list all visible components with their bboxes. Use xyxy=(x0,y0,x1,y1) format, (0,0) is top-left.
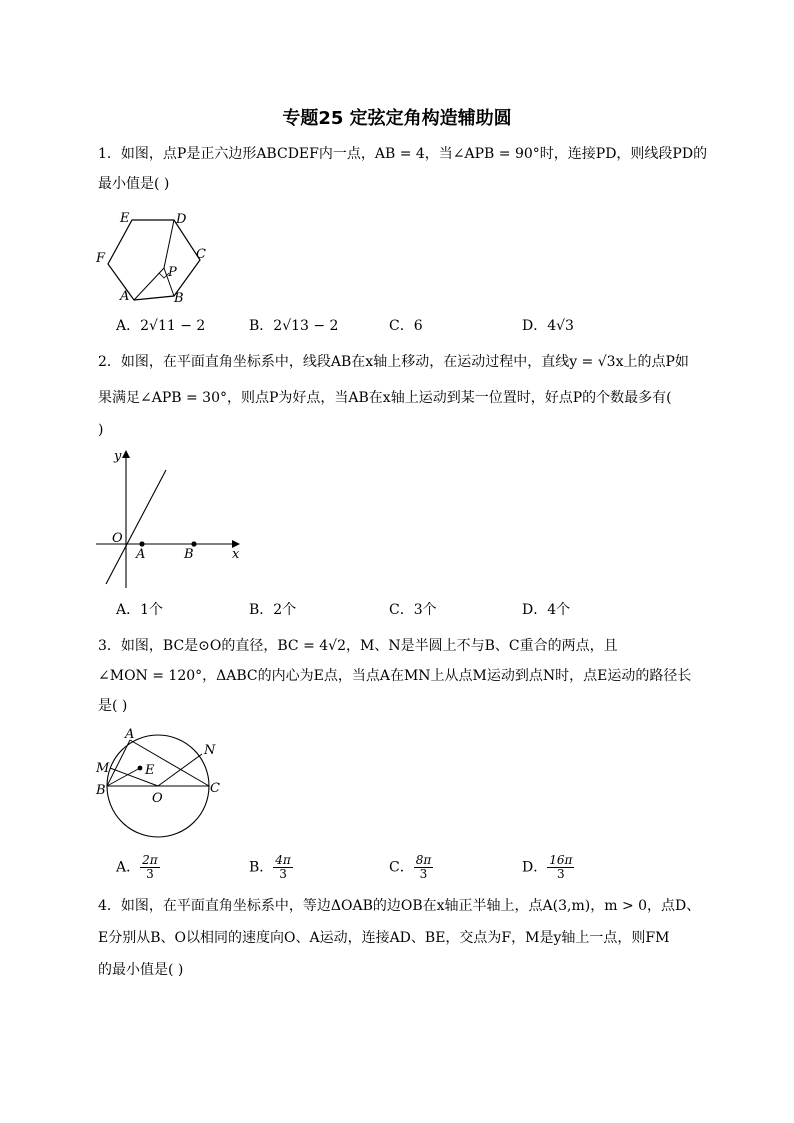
q3-label-n: N xyxy=(204,743,216,758)
q3-label-e: E xyxy=(145,763,155,778)
q3-label-b: B xyxy=(96,783,106,798)
q2-line-3: ) xyxy=(98,422,104,438)
q4-line-1: 4．如图，在平面直角坐标系中，等边ΔOAB的边OB在x轴正半轴上，点A(3,m)，m > 0，点D、 xyxy=(98,898,701,914)
q3-option-c-prefix: C． xyxy=(389,859,414,876)
q3-option-a-numerator: 2π xyxy=(142,853,158,867)
q3-option-d-numerator: 16π xyxy=(549,853,573,867)
q2-option-d[interactable]: D．4个 xyxy=(522,602,571,618)
q4-line-3: 的最小值是( ) xyxy=(98,962,184,978)
q3-line-3: 是( ) xyxy=(98,698,128,714)
q2-label-a: A xyxy=(136,547,146,562)
q1-option-b[interactable]: B．2√13 − 2 xyxy=(249,318,339,334)
q4-line-2: E分别从B、O以相同的速度向O、A运动，连接AD、BE，交点为F，M是y轴上一点，则FM xyxy=(98,930,670,946)
q3-label-m: M xyxy=(96,761,110,776)
q1-option-a[interactable]: A．2√11 − 2 xyxy=(116,318,206,334)
q2-option-a[interactable]: A．1个 xyxy=(116,602,164,618)
q1-label-p: P xyxy=(168,265,177,280)
q1-label-c: C xyxy=(196,247,206,262)
q2-line-1: 2．如图，在平面直角坐标系中，线段AB在x轴上移动，在运动过程中，直线y = √3x上的点P如 xyxy=(98,354,689,370)
q1-line-2: 最小值是( ) xyxy=(98,176,170,192)
q2-option-b[interactable]: B．2个 xyxy=(249,602,297,618)
q1-label-d: D xyxy=(176,212,187,227)
q2-line-2: 果满足∠APB = 30°，则点P为好点，当AB在x轴上运动到某一位置时，好点P的个数最多有( xyxy=(98,390,672,406)
q3-line-2: ∠MON = 120°，ΔABC的内心为E点，当点A在MN上从点M运动到点N时，点E运动的路径长 xyxy=(98,668,692,684)
q2-label-o: O xyxy=(112,531,123,546)
q3-option-a-prefix: A． xyxy=(116,859,141,876)
q1-hexagon-figure xyxy=(92,206,222,306)
q3-label-c: C xyxy=(210,781,220,796)
q2-label-x: x xyxy=(232,547,240,562)
q1-label-e: E xyxy=(120,211,130,226)
q3-option-a-denominator: 3 xyxy=(146,867,154,881)
q3-label-o: O xyxy=(152,791,163,806)
q3-option-c-denominator: 3 xyxy=(419,867,428,881)
q2-coordinate-figure xyxy=(92,446,252,592)
q2-option-c[interactable]: C．3个 xyxy=(389,602,437,618)
q3-option-b-numerator: 4π xyxy=(275,853,291,867)
page-title: 专题25 定弦定角构造辅助圆 xyxy=(282,108,512,129)
q1-label-b: B xyxy=(174,291,184,306)
q3-option-a[interactable] xyxy=(116,854,160,881)
q1-option-c[interactable]: C．6 xyxy=(389,318,423,334)
q2-label-b: B xyxy=(184,547,194,562)
q1-option-d[interactable]: D．4√3 xyxy=(522,318,574,334)
q3-option-d-prefix: D． xyxy=(522,859,548,876)
q1-label-a: A xyxy=(120,289,130,304)
q3-circle-figure xyxy=(92,724,232,842)
q3-line-1: 3．如图，BC是⊙O的直径，BC = 4√2，M、N是半圆上不与B、C重合的两点，且 xyxy=(98,638,618,654)
q3-option-c[interactable] xyxy=(389,854,433,881)
q1-line-1: 1．如图，点P是正六边形ABCDEF内一点，AB = 4，当∠APB = 90°时，连接PD，则线段PD的 xyxy=(98,146,708,162)
q3-option-b-denominator: 3 xyxy=(279,867,287,881)
q2-label-y: y xyxy=(114,449,122,464)
q3-option-b[interactable] xyxy=(249,854,293,881)
q3-option-d-denominator: 3 xyxy=(556,867,565,881)
q1-label-f: F xyxy=(96,251,106,266)
q3-option-b-prefix: B． xyxy=(249,859,274,876)
q3-option-c-numerator: 8π xyxy=(415,853,432,867)
q3-label-a: A xyxy=(125,727,135,742)
q3-option-d[interactable] xyxy=(522,854,574,881)
